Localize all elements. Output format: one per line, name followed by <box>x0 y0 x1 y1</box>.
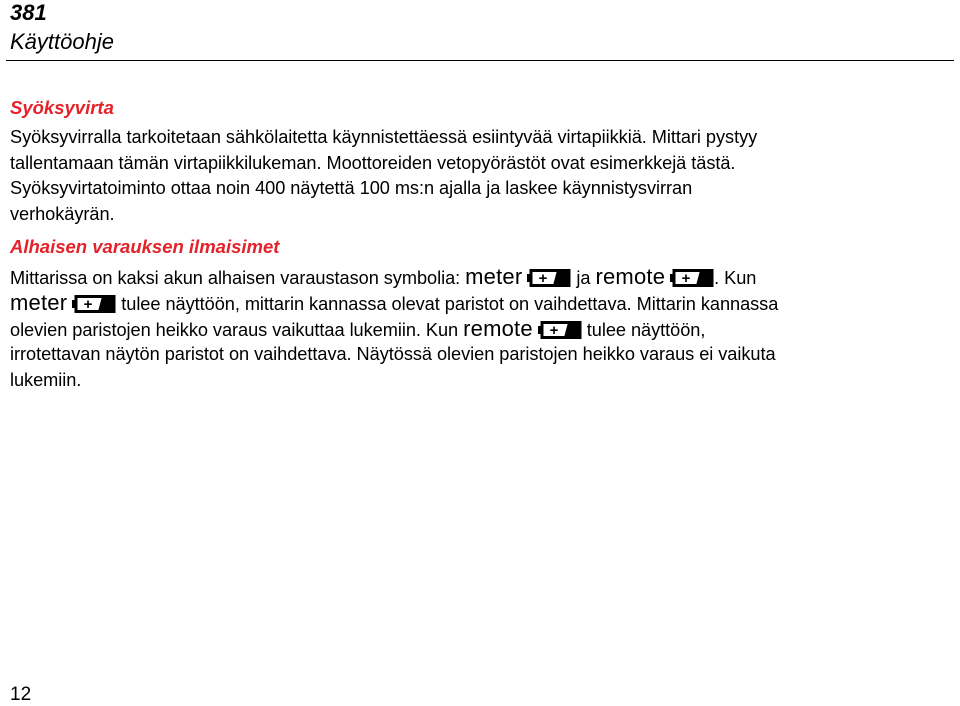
text-fragment: Mittarissa on kaksi akun alhaisen varaustason symbolia: <box>10 268 466 288</box>
text-fragment: tulee näyttöön, <box>581 320 706 340</box>
remote-symbol-label: remote <box>595 264 666 289</box>
text-line: verhokäyrän. <box>10 203 115 224</box>
battery-plus-glyph: + <box>681 270 691 287</box>
header-page-number: 381 <box>10 0 47 25</box>
section-body-low-battery <box>10 264 955 394</box>
header-title: Käyttöohje <box>10 29 114 54</box>
text-line <box>10 316 955 342</box>
section-heading-low-battery: Alhaisen varauksen ilmaisimet <box>10 236 280 257</box>
text-fragment: ja <box>571 268 596 288</box>
footer-page-number: 12 <box>10 684 32 705</box>
section-body-inrush <box>10 125 955 227</box>
meter-symbol-label: meter <box>10 290 68 315</box>
text-fragment: olevien paristojen heikko varaus vaikuttaa lukemiin. Kun <box>10 320 464 340</box>
text-line: Syöksyvirralla tarkoitetaan sähkölaitetta käynnistettäessä esiintyvää virtapiikkiä. Mittari pystyy <box>10 127 758 147</box>
battery-plus-glyph: + <box>549 322 559 339</box>
text-line: irrotettavan näytön paristot on vaihdettava. Näytössä olevien paristojen heikko varaus ei vaikuta <box>10 344 776 364</box>
low-battery-icon <box>72 295 116 313</box>
section-heading-inrush: Syöksyvirta <box>10 97 114 118</box>
low-battery-icon <box>538 321 582 339</box>
text-fragment: tulee näyttöön, mittarin kannassa olevat paristot on vaihdettava. Mittarin kannassa <box>116 294 779 314</box>
battery-plus-glyph: + <box>539 270 548 287</box>
text-line <box>10 290 955 316</box>
header-divider <box>6 60 954 61</box>
meter-symbol-label: meter <box>465 264 523 289</box>
text-line: tallentamaan tämän virtapiikkilukeman. Moottoreiden vetopyörästöt ovat esimerkkejä tästä. <box>10 152 736 173</box>
remote-symbol-label: remote <box>463 316 533 341</box>
battery-plus-glyph: + <box>83 296 93 313</box>
low-battery-icon <box>670 269 714 287</box>
text-line: Syöksyvirtatoiminto ottaa noin 400 näytettä 100 ms:n ajalla ja laskee käynnistysvirran <box>10 178 693 198</box>
text-line: lukemiin. <box>10 370 82 390</box>
text-line <box>10 264 955 290</box>
low-battery-icon <box>527 269 571 287</box>
text-fragment: . Kun <box>714 268 757 288</box>
